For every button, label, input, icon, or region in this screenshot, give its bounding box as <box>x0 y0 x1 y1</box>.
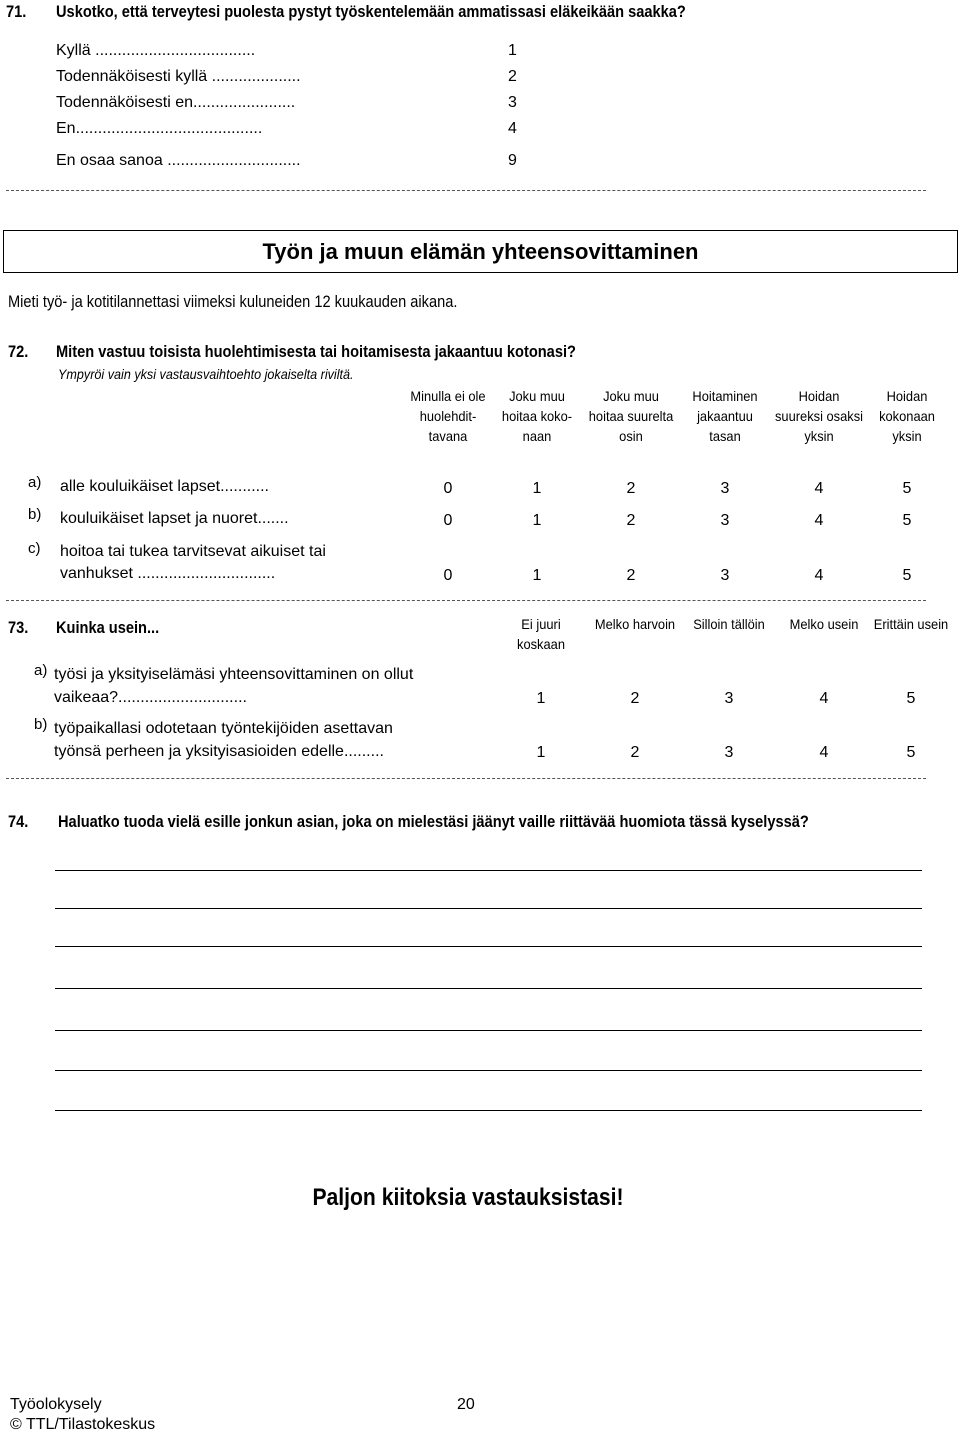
q72-column-header: Joku muu hoitaa koko-naan <box>501 388 573 444</box>
q73-column-header: Silloin tällöin <box>693 616 765 632</box>
divider <box>6 778 926 779</box>
answer-code[interactable]: 5 <box>902 480 912 497</box>
row-letter: b) <box>34 716 48 733</box>
q71-number: 71. <box>6 2 27 21</box>
answer-code[interactable]: 2 <box>626 480 636 497</box>
q71-text: Uskotko, että terveytesi puolesta pystyt työskentelemään ammatissasi eläkeikään saakka? <box>56 2 686 21</box>
answer-code[interactable]: 4 <box>814 567 824 584</box>
q71-option-code[interactable]: 1 <box>508 42 517 59</box>
divider <box>6 190 926 191</box>
q71-option-code[interactable]: 9 <box>508 152 517 169</box>
row-label: työsi ja yksityiselämäsi yhteensovittaminen on ollut <box>54 666 414 683</box>
q73-number: 73. <box>8 618 29 637</box>
thank-you-message: Paljon kiitoksia vastauksistasi! <box>312 1184 624 1211</box>
q72-instruction: Ympyröi vain yksi vastausvaihtoehto jokaiselta riviltä. <box>58 366 354 382</box>
row-letter: a) <box>28 474 42 491</box>
answer-line[interactable] <box>55 1070 922 1071</box>
q71-option-code[interactable]: 2 <box>508 68 517 85</box>
footer-copyright: © TTL/Tilastokeskus <box>10 1416 156 1433</box>
section-intro: Mieti työ- ja kotitilannettasi viimeksi kuluneiden 12 kuukauden aikana. <box>8 292 458 311</box>
answer-code[interactable]: 2 <box>630 744 640 761</box>
row-label-continued: vanhukset ............................... <box>60 565 276 582</box>
q73-column-header: Melko harvoin <box>594 616 676 632</box>
answer-code[interactable]: 0 <box>443 512 453 529</box>
answer-code[interactable]: 2 <box>626 512 636 529</box>
q72-column-header: Joku muu hoitaa suurelta osin <box>588 388 674 444</box>
q73-text: Kuinka usein... <box>56 618 160 637</box>
q73-column-header: Melko usein <box>789 616 859 632</box>
q72-text: Miten vastuu toisista huolehtimisesta tai hoitamisesta jakaantuu kotonasi? <box>56 342 576 361</box>
answer-code[interactable]: 1 <box>532 512 542 529</box>
row-letter: c) <box>28 540 41 557</box>
answer-code[interactable]: 1 <box>532 567 542 584</box>
row-label-continued: työnsä perheen ja yksityisasioiden edelle......... <box>54 743 384 760</box>
q71-option-label: Kyllä .................................... <box>56 42 256 59</box>
q71-option-label: En osaa sanoa .............................. <box>56 152 301 169</box>
q73-column-header: Erittäin usein <box>873 616 949 632</box>
row-label: kouluikäiset lapset ja nuoret....... <box>60 510 289 527</box>
q71-option-label: Todennäköisesti kyllä .................... <box>56 68 301 85</box>
answer-code[interactable]: 4 <box>819 690 829 707</box>
row-label: alle kouluikäiset lapset........... <box>60 478 269 495</box>
row-label: työpaikallasi odotetaan työntekijöiden asettavan <box>54 720 393 737</box>
answer-line[interactable] <box>55 1030 922 1031</box>
answer-code[interactable]: 4 <box>814 512 824 529</box>
q73-column-header: Ei juuri koskaan <box>517 616 565 652</box>
answer-code[interactable]: 1 <box>536 744 546 761</box>
answer-code[interactable]: 1 <box>532 480 542 497</box>
row-label-continued: vaikeaa?............................. <box>54 689 247 706</box>
answer-code[interactable]: 3 <box>720 480 730 497</box>
answer-line[interactable] <box>55 1110 922 1111</box>
q74-text: Haluatko tuoda vielä esille jonkun asian, joka on mielestäsi jäänyt vaille riittävää huomiota tässä kyselyssä? <box>58 812 809 831</box>
q72-column-header: Hoidan kokonaan yksin <box>879 388 935 444</box>
answer-line[interactable] <box>55 946 922 947</box>
section-header <box>3 230 958 273</box>
answer-code[interactable]: 2 <box>626 567 636 584</box>
q72-column-header: Minulla ei ole huolehdit-tavana <box>410 388 486 444</box>
answer-code[interactable]: 3 <box>724 690 734 707</box>
answer-code[interactable]: 5 <box>906 744 916 761</box>
section-title: Työn ja muun elämän yhteensovittaminen <box>262 239 699 264</box>
answer-line[interactable] <box>55 908 922 909</box>
q72-column-header: Hoitaminen jakaantuu tasan <box>692 388 758 444</box>
answer-line[interactable] <box>55 988 922 989</box>
answer-code[interactable]: 4 <box>819 744 829 761</box>
page-number: 20 <box>457 1396 475 1413</box>
q74-number: 74. <box>8 812 29 831</box>
footer-survey-name: Työolokysely <box>10 1396 102 1413</box>
q71-option-code[interactable]: 3 <box>508 94 517 111</box>
answer-code[interactable]: 4 <box>814 480 824 497</box>
q71-option-label: En.......................................... <box>56 120 263 137</box>
q71-option-label: Todennäköisesti en....................... <box>56 94 296 111</box>
answer-code[interactable]: 2 <box>630 690 640 707</box>
row-letter: a) <box>34 662 48 679</box>
answer-code[interactable]: 3 <box>724 744 734 761</box>
answer-code[interactable]: 3 <box>720 512 730 529</box>
q72-number: 72. <box>8 342 29 361</box>
answer-code[interactable]: 0 <box>443 567 453 584</box>
q71-option-code[interactable]: 4 <box>508 120 517 137</box>
answer-code[interactable]: 1 <box>536 690 546 707</box>
answer-code[interactable]: 5 <box>902 567 912 584</box>
row-letter: b) <box>28 506 42 523</box>
answer-code[interactable]: 5 <box>902 512 912 529</box>
answer-line[interactable] <box>55 870 922 871</box>
answer-code[interactable]: 5 <box>906 690 916 707</box>
row-label: hoitoa tai tukea tarvitsevat aikuiset tai <box>60 543 326 560</box>
answer-code[interactable]: 0 <box>443 480 453 497</box>
q72-column-header: Hoidan suureksi osaksi yksin <box>774 388 864 444</box>
divider <box>6 600 926 601</box>
answer-code[interactable]: 3 <box>720 567 730 584</box>
